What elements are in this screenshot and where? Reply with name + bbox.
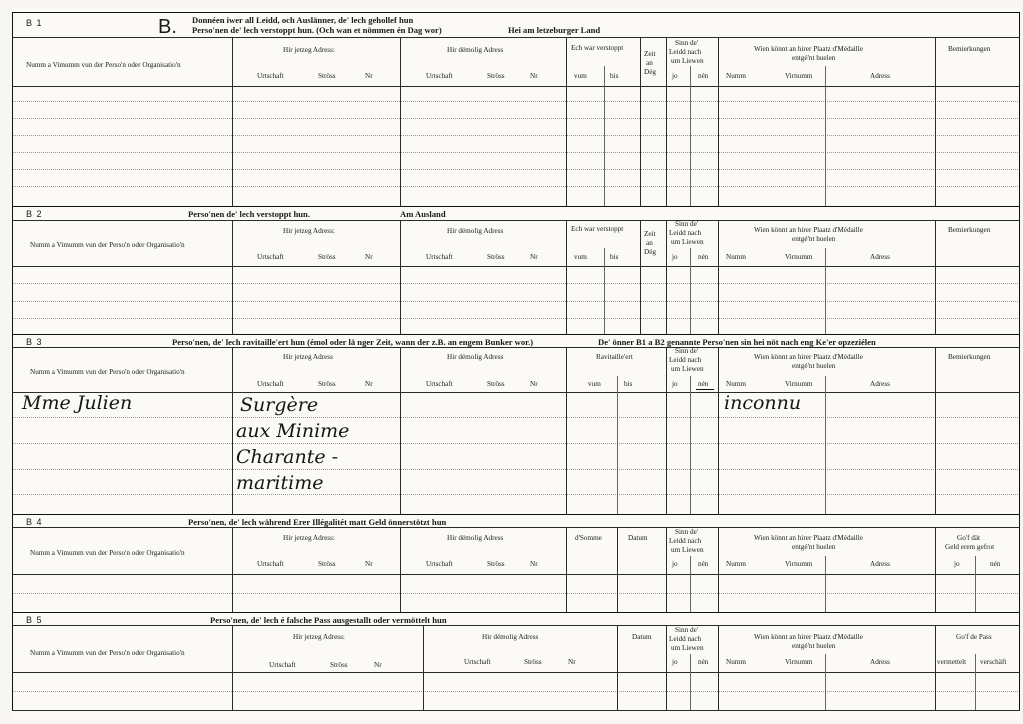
- b3-sub-first: Virnumm: [785, 380, 813, 388]
- b2-sub-street-prev: Ströss: [487, 253, 505, 261]
- b4-header-bottom: [12, 574, 1020, 575]
- b3-col-suffer-1: Sinn de': [675, 347, 699, 355]
- b5-sub-yes: jo: [672, 658, 678, 666]
- b4-row-line: [12, 593, 1020, 594]
- b5-col-suffer-2: Leidd nach: [669, 635, 702, 643]
- b3-title-1: Perso'nen, de' lech ravitaille'ert hun (émol oder lä nger Zeit, wann der z.B. an engem Bunker wor.): [172, 337, 534, 347]
- b3-vline: [718, 347, 719, 514]
- b5-sub-no: nén: [698, 658, 709, 666]
- b1-sub-street-prev: Ströss: [487, 72, 505, 80]
- b2-col-name: Numm a Vimumm vun der Perso'n oder Organisatio'n: [30, 241, 185, 249]
- b5-sub-mediated: vermettelt: [937, 658, 967, 666]
- b2-header-bottom: [12, 266, 1020, 267]
- b4-col-medal-1: Wien könnt an hirer Plaatz d'Médaille: [754, 534, 863, 542]
- b3-entry-addr-line-1: Surgère: [240, 394, 319, 416]
- b2-vline: [400, 220, 401, 334]
- b4-code: B 4: [26, 517, 43, 527]
- b4-col-suffer-3: um Liewen: [671, 546, 704, 554]
- b3-vline: [232, 347, 233, 514]
- b1-code: B 1: [26, 18, 43, 28]
- b4-col-asked-1: Go'f dät: [957, 534, 981, 542]
- b2-sub-yes: jo: [672, 253, 678, 261]
- b2-sub-to: bis: [610, 253, 619, 261]
- b3-vline: [825, 376, 826, 514]
- b3-row-line: [12, 469, 1020, 470]
- b1-vline: [400, 37, 401, 206]
- b3-sub-nr-prev: Nr: [530, 380, 538, 388]
- b1-sub-addr: Adress: [870, 72, 890, 80]
- b4-col-name: Numm a Vimumm vun der Perso'n oder Organisatio'n: [30, 549, 185, 557]
- b3-vline: [690, 376, 691, 514]
- b3-vline: [400, 347, 401, 514]
- b2-col-medal-2: entgé'nt huelen: [792, 235, 836, 243]
- b5-col-cur-addr: Hir jetzeg Adress:: [293, 633, 345, 641]
- b5-code: B 5: [26, 615, 43, 625]
- b3-col-remarks: Bemierkungen: [948, 353, 991, 361]
- b2-sub-town-prev: Urtschaft: [426, 253, 453, 261]
- b5-col-name: Numm a Vimumm vun der Perso'n oder Organisatio'n: [30, 649, 185, 657]
- b5-vline: [666, 625, 667, 710]
- b1-col-remarks: Bemierkungen: [948, 45, 991, 53]
- b5-sub-nr: Nr: [374, 661, 382, 669]
- b2-sub-addr: Adress: [870, 253, 890, 261]
- b3-header-top: [12, 347, 1020, 348]
- b3-sub-from: vum: [588, 380, 601, 388]
- b2-top-border: [12, 206, 1020, 207]
- b3-sub-town-prev: Urtschaft: [426, 380, 453, 388]
- b3-entry-addr-line-3: Charante -: [236, 446, 339, 468]
- b1-sub-town-prev: Urtschaft: [426, 72, 453, 80]
- b4-vline: [935, 527, 936, 612]
- b1-sub-town: Urtschaft: [257, 72, 284, 80]
- b5-sub-issued: verschäft: [980, 658, 1007, 666]
- b2-sub-first: Virnumm: [785, 253, 813, 261]
- b1-row-line: [12, 135, 1020, 136]
- b2-sub-nr: Nr: [365, 253, 373, 261]
- b5-vline: [718, 625, 719, 710]
- b1-sub-yes: jo: [672, 72, 678, 80]
- b5-vline: [423, 625, 424, 710]
- b2-row-line: [12, 283, 1020, 284]
- b4-sub-no: nén: [698, 560, 709, 568]
- b5-col-pass: Go'f de Pass: [956, 633, 992, 641]
- b1-vline: [604, 66, 605, 206]
- b2-sub-street: Ströss: [318, 253, 336, 261]
- b3-sub-town: Urtschaft: [257, 380, 284, 388]
- b3-col-name: Numm a Vimumm vun der Perso'n oder Organisatio'n: [30, 368, 185, 376]
- b5-header-top: [12, 625, 1020, 626]
- b4-col-suffer-1: Sinn de': [675, 528, 699, 536]
- b1-sub-first: Virnumm: [785, 72, 813, 80]
- b1-sub-from: vum: [574, 72, 587, 80]
- b4-title-1: Perso'nen, de' lech während Erer Illégalitét matt Geld önnerstötzt hun: [188, 517, 447, 527]
- b1-title-3: Hei am letzeburger Land: [508, 25, 601, 35]
- b4-top-border: [12, 514, 1020, 515]
- b3-vline: [566, 347, 567, 514]
- b5-sub-nr-prev: Nr: [568, 658, 576, 666]
- b1-vline: [935, 37, 936, 206]
- b2-row-line: [12, 318, 1020, 319]
- b1-vline: [825, 66, 826, 206]
- b4-sub-nr-prev: Nr: [530, 560, 538, 568]
- b1-sub-to: bis: [610, 72, 619, 80]
- b3-col-suffer-2: Leidd nach: [669, 356, 702, 364]
- b1-title-2: Perso'nen de' lech verstoppt hun. (Och wan et nömmen én Dag wor): [192, 25, 442, 35]
- b4-col-date: Datum: [628, 534, 648, 542]
- b5-col-date: Datum: [632, 633, 652, 641]
- b3-title-2: De' önner B1 a B2 genannte Perso'nen sin hei nöt nach eng Ke'er opzeziélen: [598, 337, 876, 347]
- b3-header-bottom: [12, 392, 1020, 393]
- b2-vline: [604, 248, 605, 334]
- b1-header-top: [12, 37, 1020, 38]
- b5-sub-street: Ströss: [330, 661, 348, 669]
- b5-sub-name: Numm: [726, 658, 746, 666]
- b5-sub-street-prev: Ströss: [524, 658, 542, 666]
- b1-vline: [718, 37, 719, 206]
- b5-header-bottom: [12, 672, 1020, 673]
- b5-sub-addr: Adress: [870, 658, 890, 666]
- b2-row-line: [12, 301, 1020, 302]
- b3-entry-name: Mme Julien: [22, 392, 133, 414]
- b2-title-2: Am Ausland: [400, 209, 446, 219]
- b5-title-1: Perso'nen, de' lech é falsche Pass ausgestallt oder vermöttelt hun: [210, 615, 447, 625]
- b3-vline: [666, 347, 667, 514]
- b3-sub-street-prev: Ströss: [487, 380, 505, 388]
- b1-col-name: Numm a Vimumm vun der Perso'n oder Organisatio'n: [26, 61, 181, 69]
- b4-col-medal-2: entgé'nt huelen: [792, 543, 836, 551]
- b4-vline: [825, 556, 826, 612]
- b1-row-line: [12, 101, 1020, 102]
- frame-left: [12, 12, 13, 710]
- b2-sub-town: Urtschaft: [257, 253, 284, 261]
- b3-sub-to: bis: [624, 380, 633, 388]
- b1-col-suffer-2: Leidd nach: [669, 48, 702, 56]
- form-sheet: [12, 8, 1020, 720]
- b3-vline: [935, 347, 936, 514]
- b5-col-medal-1: Wien könnt an hirer Plaatz d'Médaille: [754, 633, 863, 641]
- b4-sub-nr: Nr: [365, 560, 373, 568]
- b3-col-suffer-3: um Liewen: [671, 365, 704, 373]
- b3-row-line: [12, 417, 1020, 418]
- b5-bottom-line: [12, 710, 1020, 711]
- b5-top-border: [12, 612, 1020, 613]
- b1-col-suffer-3: um Liewen: [671, 57, 704, 65]
- b3-no-underline: [696, 389, 714, 390]
- b5-row-line: [12, 691, 1020, 692]
- b4-vline: [617, 527, 618, 612]
- b4-sub-town-prev: Urtschaft: [426, 560, 453, 568]
- b3-sub-yes: jo: [672, 380, 678, 388]
- b2-header-top: [12, 220, 1020, 221]
- b1-sub-street: Ströss: [318, 72, 336, 80]
- b5-sub-first: Virnumm: [785, 658, 813, 666]
- b3-row-line: [12, 494, 1020, 495]
- b4-sub-street-prev: Ströss: [487, 560, 505, 568]
- b3-col-medal-1: Wien könnt an hirer Plaatz d'Médaille: [754, 353, 863, 361]
- b1-col-time-3: Dég: [644, 68, 656, 76]
- b5-vline: [690, 654, 691, 710]
- b3-entry-addr-line-4: maritime: [236, 472, 324, 494]
- b4-col-asked-2: Geld erem gefrot: [945, 543, 995, 551]
- b5-sub-town-prev: Urtschaft: [464, 658, 491, 666]
- b1-col-medal-2: entgé'nt huelen: [792, 54, 836, 62]
- b2-vline: [825, 248, 826, 334]
- b2-vline: [666, 220, 667, 334]
- b4-col-sum: d'Somme: [575, 534, 602, 542]
- b1-col-medal-1: Wien könnt an hirer Plaatz d'Médaille: [754, 45, 863, 53]
- b4-header-top: [12, 527, 1020, 528]
- b4-sub-street: Ströss: [318, 560, 336, 568]
- b2-sub-nr-prev: Nr: [530, 253, 538, 261]
- b1-sub-nr-prev: Nr: [530, 72, 538, 80]
- b3-vline: [617, 376, 618, 514]
- b3-entry-medal-name: inconnu: [724, 392, 802, 414]
- b1-title-1: Donnéen iwer all Leidd, och Auslänner, de' lech gehollef hun: [192, 15, 414, 25]
- b1-header-bottom: [12, 86, 1020, 87]
- b2-sub-from: vum: [574, 253, 587, 261]
- b4-sub-yes: jo: [672, 560, 678, 568]
- b2-col-cur-addr: Hir jetzeg Adress:: [283, 227, 335, 235]
- b4-sub-town: Urtschaft: [257, 560, 284, 568]
- b2-code: B 2: [26, 209, 43, 219]
- b4-sub-name: Numm: [726, 560, 746, 568]
- b2-col-medal-1: Wien könnt an hirer Plaatz d'Médaille: [754, 226, 863, 234]
- b1-vline: [640, 37, 641, 206]
- b2-vline: [690, 248, 691, 334]
- b4-col-cur-addr: Hir jetzeg Adress:: [283, 534, 335, 542]
- b5-col-suffer-1: Sinn de': [675, 626, 699, 634]
- b2-vline: [232, 220, 233, 334]
- b3-col-cur-addr: Hir jetzeg Adress: [283, 353, 333, 361]
- b3-col-medal-2: entgé'nt huelen: [792, 362, 836, 370]
- b1-row-line: [12, 118, 1020, 119]
- b2-col-suffer-1: Sinn de': [675, 220, 699, 228]
- b3-code: B 3: [26, 337, 43, 347]
- b5-vline: [825, 654, 826, 710]
- b2-col-time-3: Dég: [644, 248, 656, 256]
- b1-col-time-2: an: [646, 59, 653, 67]
- b5-col-suffer-3: um Liewen: [671, 644, 704, 652]
- b3-sub-street: Ströss: [318, 380, 336, 388]
- b4-vline: [566, 527, 567, 612]
- b1-vline: [690, 66, 691, 206]
- b3-col-prev-addr: Hir démolig Adress: [447, 353, 504, 361]
- b4-vline: [718, 527, 719, 612]
- b4-vline: [232, 527, 233, 612]
- b2-col-prev-addr: Hir démolig Adress: [447, 227, 504, 235]
- b1-sub-no: nén: [698, 72, 709, 80]
- b4-sub-addr: Adress: [870, 560, 890, 568]
- b1-col-time-1: Zeit: [644, 50, 656, 58]
- b4-sub-first: Virnumm: [785, 560, 813, 568]
- b1-col-prev-addr: Hir démolig Adress: [447, 46, 504, 54]
- b5-sub-town: Urtschaft: [269, 661, 296, 669]
- b1-vline: [666, 37, 667, 206]
- b2-col-remarks: Bemierkungen: [948, 226, 991, 234]
- b4-vline: [690, 556, 691, 612]
- b1-top-border: [12, 12, 1020, 13]
- b4-vline: [400, 527, 401, 612]
- b1-sub-name: Numm: [726, 72, 746, 80]
- b3-entry-addr-line-2: aux Minime: [236, 420, 350, 442]
- b1-sub-nr: Nr: [365, 72, 373, 80]
- b5-vline: [232, 625, 233, 710]
- b2-vline: [566, 220, 567, 334]
- b2-col-hidden: Ech war verstoppt: [571, 225, 624, 233]
- b1-col-hidden: Ech war verstoppt: [571, 44, 624, 52]
- b3-sub-addr: Adress: [870, 380, 890, 388]
- b4-sub-asked-no: nén: [990, 560, 1001, 568]
- b3-sub-no: nén: [698, 380, 709, 388]
- b2-sub-no: nén: [698, 253, 709, 261]
- frame-right: [1019, 12, 1020, 710]
- b3-sub-nr: Nr: [365, 380, 373, 388]
- b5-col-medal-2: entgé'nt huelen: [792, 642, 836, 650]
- b3-row-line: [12, 443, 1020, 444]
- b2-col-time-2: an: [646, 239, 653, 247]
- b2-vline: [718, 220, 719, 334]
- b1-vline: [232, 37, 233, 206]
- b4-vline: [666, 527, 667, 612]
- b5-vline: [975, 654, 976, 710]
- b1-row-line: [12, 152, 1020, 153]
- b1-col-cur-addr: Hir jetzeg Adress:: [283, 46, 335, 54]
- b2-sub-name: Numm: [726, 253, 746, 261]
- b3-top-border: [12, 334, 1020, 335]
- b4-col-prev-addr: Hir démolig Adress: [447, 534, 504, 542]
- b1-col-suffer-1: Sinn de': [675, 39, 699, 47]
- b2-col-suffer-2: Leidd nach: [669, 229, 702, 237]
- b1-row-line: [12, 186, 1020, 187]
- b1-vline: [566, 37, 567, 206]
- b2-vline: [640, 220, 641, 334]
- b5-col-prev-addr: Hir démolig Adress: [482, 633, 539, 641]
- b5-vline: [617, 625, 618, 710]
- b5-vline: [935, 625, 936, 710]
- b4-sub-asked-yes: jo: [954, 560, 960, 568]
- b2-title-1: Perso'nen de' lech verstoppt hun.: [188, 209, 310, 219]
- b2-col-suffer-3: um Liewen: [671, 238, 704, 246]
- b3-col-ravit: Ravitaille'ert: [596, 353, 633, 361]
- b1-big-letter: B.: [158, 16, 177, 38]
- b3-sub-name: Numm: [726, 380, 746, 388]
- b4-col-suffer-2: Leidd nach: [669, 537, 702, 545]
- b2-vline: [935, 220, 936, 334]
- b1-row-line: [12, 169, 1020, 170]
- b4-vline: [975, 556, 976, 612]
- b2-col-time-1: Zeit: [644, 230, 656, 238]
